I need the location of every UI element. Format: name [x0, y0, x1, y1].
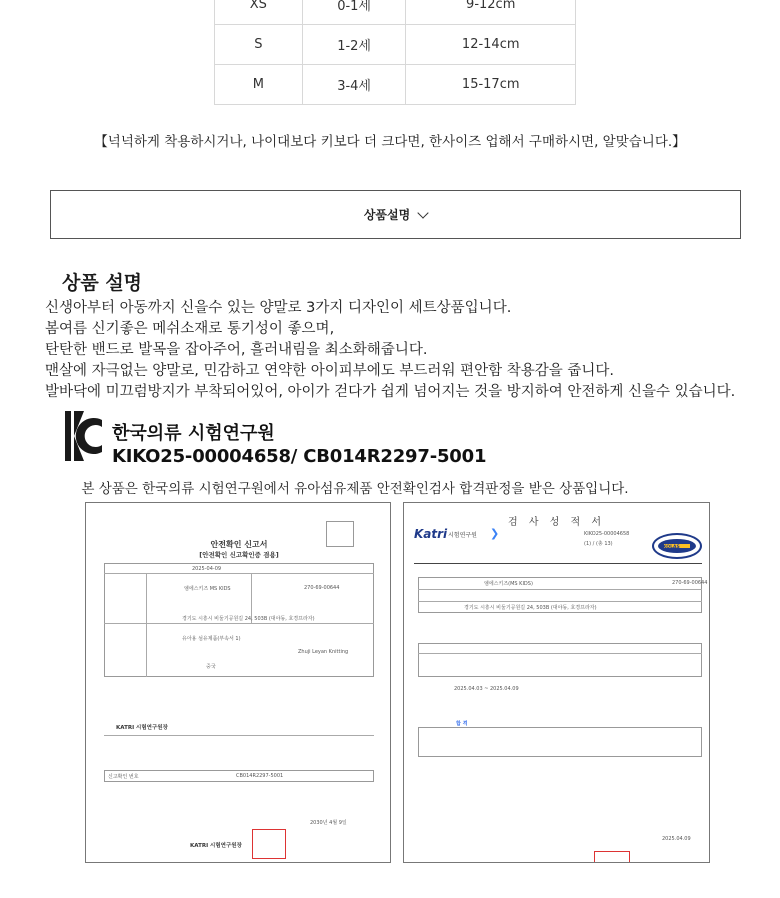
- description-line: 맨살에 자극없는 양말로, 민감하고 연약한 아이피부에도 부드러워 편안함 착용감을 줍니다.: [45, 363, 614, 379]
- section-title: 상품 설명: [62, 272, 143, 294]
- doc-b-title: 검 사 성 적 서: [507, 517, 605, 528]
- doc-b-issue-date: 2025.04.09: [662, 836, 691, 842]
- length-cell: 9-12cm: [406, 0, 576, 25]
- doc-b-sample-table: [418, 643, 702, 677]
- safety-confirmation-document: [85, 502, 391, 863]
- doc-a-product: 유아용 섬유제품(부속서 1): [182, 636, 241, 642]
- table-row: [215, 25, 576, 65]
- age-cell: 1-2세: [302, 25, 406, 65]
- doc-b-result-table: [418, 727, 702, 757]
- toggle-label: 상품설명: [363, 208, 411, 222]
- doc-a-biz-no: 270-69-00644: [304, 585, 340, 591]
- certification-caption: 본 상품은 한국의류 시험연구원에서 유아섬유제품 안전확인검사 합격판정을 받은 상품입니다.: [81, 481, 629, 497]
- doc-a-footer-issuer: KATRI 시험연구원장: [190, 843, 242, 849]
- age-cell: 3-4세: [302, 65, 406, 105]
- official-seal-stamp: [252, 829, 286, 859]
- size-cell: M: [215, 65, 303, 105]
- doc-a-model: Zhuji Leyan Knitting: [298, 649, 349, 655]
- chevron-right-icon: ❯: [490, 527, 500, 540]
- kolas-badge-text: KOLAS: [663, 545, 680, 550]
- doc-a-company: 엠에스키즈 MS KIDS: [184, 586, 231, 592]
- doc-a-cert-no-label: 신고확인 번호: [108, 774, 139, 780]
- test-report-document: [403, 502, 710, 863]
- description-text: [45, 298, 735, 403]
- size-cell: S: [215, 25, 303, 65]
- doc-b-result: 합 격: [456, 721, 468, 727]
- doc-a-title: 안전확인 신고서: [210, 540, 268, 549]
- doc-b-biz-no: 270-69-00644: [672, 580, 708, 586]
- length-cell: 15-17cm: [406, 65, 576, 105]
- fit-note: 【넉넉하게 착용하시거나, 나이대보다 키보다 더 크다면, 한사이즈 업해서 구매하시면, 알맞습니다.】: [94, 134, 686, 150]
- doc-a-cert-no: CB014R2297-5001: [236, 773, 284, 779]
- doc-a-origin: 중국: [206, 664, 216, 670]
- doc-a-address: 경기도 시흥시 비둘기공원길 24, 503B (대야동, 호경프라자): [182, 616, 315, 622]
- description-line: 신생아부터 아동까지 신을수 있는 양말로 3가지 디자인이 세트상품입니다.: [45, 300, 512, 316]
- size-cell: XS: [215, 0, 303, 25]
- age-cell: 0-1세: [302, 0, 406, 25]
- length-cell: 12-14cm: [406, 25, 576, 65]
- doc-a-issuer: KATRI 시험연구원장: [116, 725, 168, 731]
- katri-logo: Katri: [414, 527, 448, 541]
- doc-b-address: 경기도 시흥시 비둘기공원길 24, 503B (대야동, 호경프라자): [464, 605, 597, 611]
- certification-institute: 한국의류 시험연구원: [112, 423, 275, 444]
- product-description-toggle-button[interactable]: [50, 190, 741, 239]
- description-line: 봄여름 신기좋은 메쉬소재로 통기성이 좋으며,: [45, 321, 335, 337]
- chevron-down-icon: [418, 207, 429, 218]
- doc-b-report-no: KIKO25-00004658: [584, 531, 630, 537]
- doc-b-page: (1) / (총 13): [584, 541, 613, 547]
- table-row: [215, 65, 576, 105]
- doc-b-company: 엠에스키즈(MS KIDS): [484, 581, 533, 587]
- kc-mark-icon: [64, 408, 104, 464]
- certification-code: KIKO25-00004658/ CB014R2297-5001: [112, 446, 487, 467]
- doc-b-period: 2025.04.03 ~ 2025.04.09: [454, 686, 519, 692]
- description-line: 발바닥에 미끄럼방지가 부착되어있어, 아이가 걷다가 쉽게 넘어지는 것을 방지하여 안전하게 신을수 있습니다.: [45, 384, 736, 400]
- table-row: [215, 0, 576, 25]
- description-line: 탄탄한 밴드로 발목을 잡아주어, 흘러내림을 최소화해줍니다.: [45, 342, 428, 358]
- doc-a-date: 2025-04-09: [192, 566, 222, 572]
- size-table: [214, 0, 576, 105]
- doc-a-subtitle: [안전확인 신고확인증 겸용]: [199, 551, 279, 559]
- katri-sub: 시험연구원: [448, 532, 477, 539]
- official-seal-stamp: [594, 851, 630, 863]
- doc-a-valid: 2030년 4월 9일: [310, 820, 347, 826]
